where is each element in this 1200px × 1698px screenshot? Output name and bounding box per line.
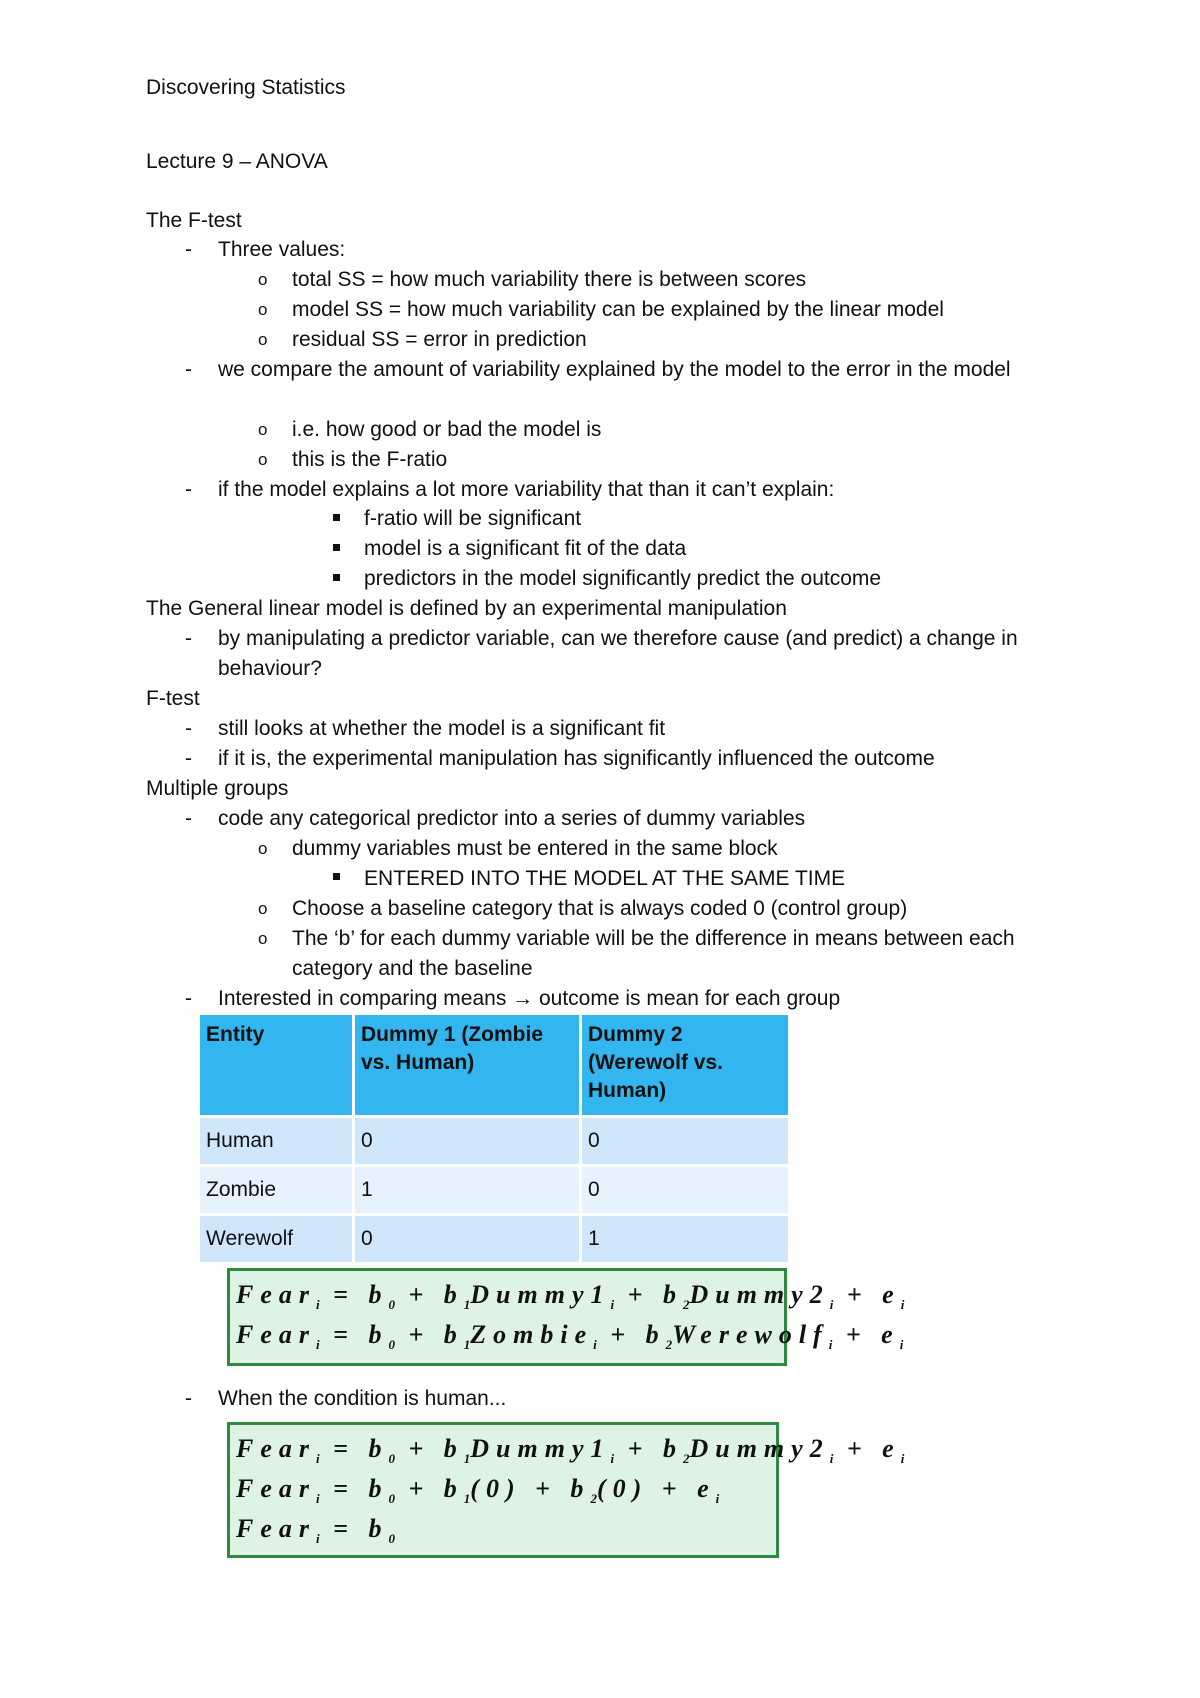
equation-line: Fear$_i$ = $b_0$ + $b_1Dummy1_i$ + $b_2Dummy2_i + e_i$ (236, 1434, 905, 1467)
table-cell: 0 (582, 1118, 788, 1164)
bullet-when-human: When the condition is human... (218, 1387, 507, 1410)
circle-bullet: o (258, 899, 268, 918)
square-bullet (333, 574, 340, 581)
square-bullet (333, 873, 340, 880)
dash-bullet: - (185, 747, 192, 770)
section-heading-ftest: The F-test (146, 209, 242, 232)
bullet-baseline: Choose a baseline category that is always coded 0 (control group) (292, 897, 908, 920)
table-cell: 0 (582, 1167, 788, 1213)
course-title: Discovering Statistics (146, 76, 346, 99)
dash-bullet: - (185, 358, 192, 381)
table-header-row (200, 1015, 788, 1115)
bullet-code: code any categorical predictor into a series of dummy variables (218, 807, 806, 830)
circle-bullet: o (258, 270, 268, 289)
bullet-three-values: Three values: (218, 238, 346, 261)
equation-line: Fear$_i$ = $b_0$ + $b_1Dummy1_i$ + $b_2Dummy2_i + e_i$ (236, 1280, 905, 1313)
section-heading-multiple: Multiple groups (146, 777, 289, 800)
table-cell: Zombie (200, 1167, 352, 1213)
dash-bullet: - (185, 717, 192, 740)
dash-bullet: - (185, 627, 192, 650)
bullet-model-ss: model SS = how much variability can be explained by the linear model (292, 298, 944, 321)
table-cell: 1 (355, 1167, 579, 1213)
table-header-dummy2: Dummy 2 (Werewolf vs. Human) (582, 1015, 788, 1115)
circle-bullet: o (258, 839, 268, 858)
bullet-total-ss: total SS = how much variability there is between scores (292, 268, 807, 291)
bullet-if-it-is: if it is, the experimental manipulation has significantly influenced the outcome (218, 747, 935, 770)
circle-bullet: o (258, 450, 268, 469)
dummy-coding-table (197, 1012, 791, 1265)
bullet-sig1: f-ratio will be significant (364, 507, 582, 530)
dash-bullet: - (185, 987, 192, 1010)
table-header-entity: Entity (200, 1015, 352, 1115)
equation-line: Fear$_i$ = $b_0$ + $b_1Zombie_i$ + $b_2Werewolf_i + e_i$ (236, 1320, 904, 1353)
equation-line: Fear$_i$ = $b_0 + b_1(0) + b_2(0) + e_i$ (236, 1474, 720, 1507)
dash-bullet: - (185, 238, 192, 261)
bullet-b-each: The ‘b’ for each dummy variable will be the difference in means between each category and the baseline (292, 927, 1015, 980)
bullet-if-model: if the model explains a lot more variability that than it can’t explain: (218, 478, 835, 501)
square-bullet (333, 544, 340, 551)
bullet-still: still looks at whether the model is a significant fit (218, 717, 666, 740)
bullet-manipulating: by manipulating a predictor variable, can we therefore cause (and predict) a change in behaviour? (218, 627, 1018, 680)
equation-box-general (227, 1268, 905, 1366)
bullet-interested: Interested in comparing means → outcome is mean for each group (218, 987, 841, 1010)
table-cell: Human (200, 1118, 352, 1164)
bullet-sig2: model is a significant fit of the data (364, 537, 687, 560)
dash-bullet: - (185, 807, 192, 830)
section-heading-ftest-2: F-test (146, 687, 200, 710)
equation-line: Fear$_i$ = $b_0$ (236, 1514, 395, 1547)
bullet-fratio: this is the F-ratio (292, 448, 448, 471)
bullet-good-bad: i.e. how good or bad the model is (292, 418, 602, 441)
lecture-title: Lecture 9 – ANOVA (146, 150, 328, 173)
table-row (200, 1167, 788, 1213)
table-row (200, 1118, 788, 1164)
circle-bullet: o (258, 929, 268, 948)
circle-bullet: o (258, 300, 268, 319)
equation-box-human (227, 1422, 905, 1558)
bullet-residual-ss: residual SS = error in prediction (292, 328, 587, 351)
table-header-dummy1: Dummy 1 (Zombie vs. Human) (355, 1015, 579, 1115)
table-row (200, 1216, 788, 1262)
dash-bullet: - (185, 1387, 192, 1410)
bullet-compare: we compare the amount of variability explained by the model to the error in the model (218, 358, 1011, 381)
bullet-same-block: dummy variables must be entered in the same block (292, 837, 778, 860)
dash-bullet: - (185, 478, 192, 501)
square-bullet (333, 514, 340, 521)
bullet-sig3: predictors in the model significantly predict the outcome (364, 567, 882, 590)
circle-bullet: o (258, 330, 268, 349)
circle-bullet: o (258, 420, 268, 439)
table-cell: 0 (355, 1216, 579, 1262)
bullet-same-time: ENTERED INTO THE MODEL AT THE SAME TIME (364, 867, 846, 890)
table-cell: 0 (355, 1118, 579, 1164)
section-heading-glm: The General linear model is defined by an experimental manipulation (146, 597, 787, 620)
table-cell: 1 (582, 1216, 788, 1262)
table-cell: Werewolf (200, 1216, 352, 1262)
